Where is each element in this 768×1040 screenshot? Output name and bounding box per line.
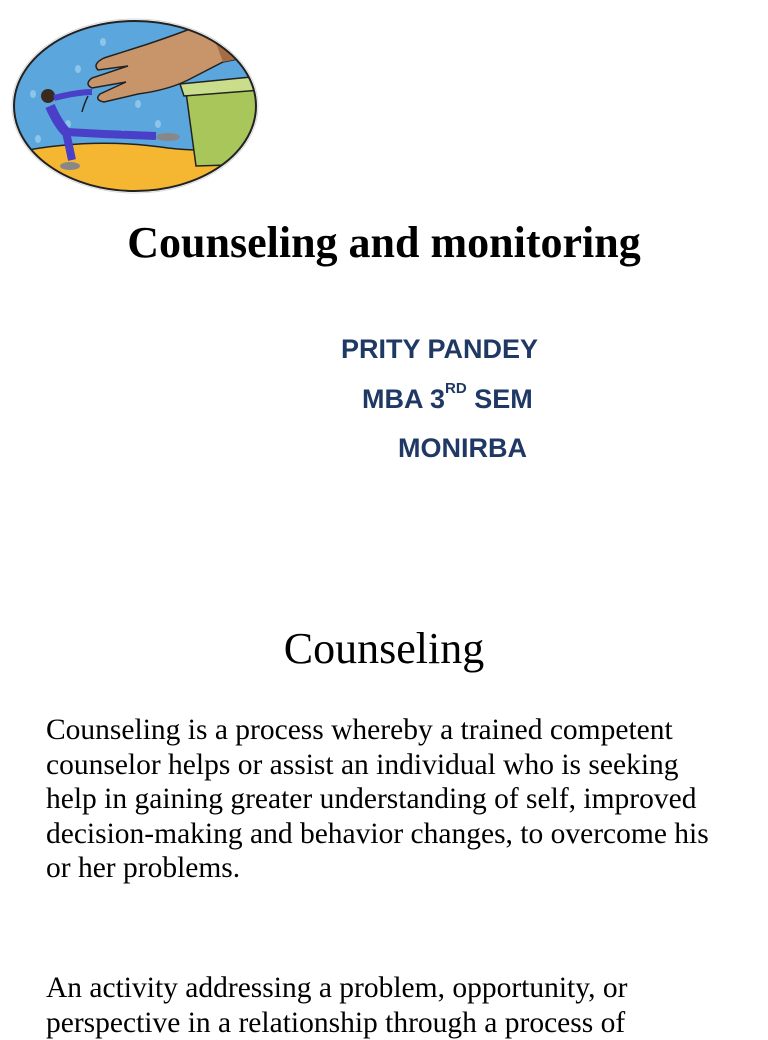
author-course — [362, 380, 533, 415]
helping-hand-icon — [8, 14, 262, 198]
author-course-superscript: RD — [445, 380, 467, 397]
body-paragraph-2: An activity addressing a problem, opportunity, or perspective in a relationship through a process of — [46, 972, 628, 1039]
section-title: Counseling — [283, 624, 485, 673]
author-course-suffix: SEM — [466, 384, 533, 414]
author-institute: MONIRBA — [398, 433, 527, 463]
body-paragraph-1: Counseling is a process whereby a trained competent counselor helps or assist an individual who is seeking help in gaining greater understanding of self, improved decision-making and behavior changes, to overcome his or her problems. — [46, 714, 709, 885]
author-course-prefix: MBA 3 — [362, 384, 446, 414]
slide-title: Counseling and monitoring — [127, 218, 641, 267]
author-name: PRITY PANDEY — [341, 334, 539, 364]
